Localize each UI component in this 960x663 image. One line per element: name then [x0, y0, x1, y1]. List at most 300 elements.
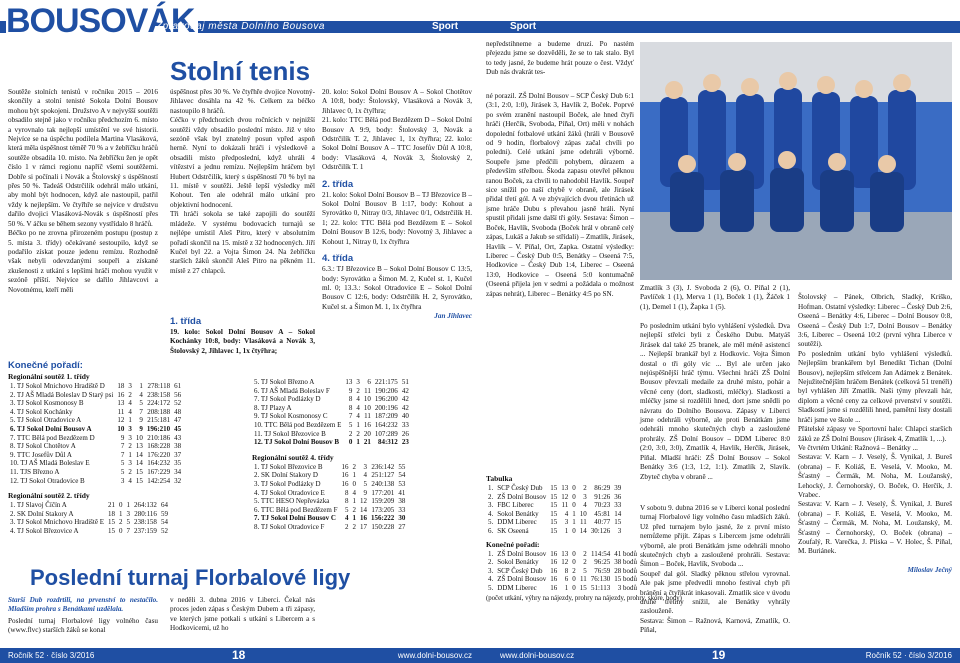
table-cell: 1. TJ Sokol Mnichovo Hradiště D: [10, 382, 105, 390]
table-cell: 1: [352, 497, 356, 506]
table-cell: 5: [583, 566, 587, 575]
table-cell: 33: [614, 501, 622, 510]
table-cell: ZŠ Dolní Bousov: [497, 549, 547, 558]
table-cell: 5. TJ Sokol Březno A: [254, 378, 315, 386]
table-cell: 278:118: [147, 382, 171, 390]
table-cell: 38: [174, 442, 182, 451]
table-cell: 1: [352, 471, 356, 480]
table-cell: 45:81: [594, 509, 611, 518]
right-col-3: [798, 284, 952, 642]
right-col-2: Po posledním utkání bylo vyhlášení výsledků. Dva nejlepší střelci byli z Českého Dubu. Matyáš Jirásek dal také 25 branek, ale měl méně asistencí ... Nejlepší brankář byl z Hodkovic. Vojta Šimon dostal o tři góly víc ... Byl ale určen jako nejúspěšnější hráč týmu. Všechni hráči ZŠ Dolní Bousov převzali medaile za druhé místo, pohár a věcné ceny (dort, sladkosti, mléčky). Sladkostí a mléčky jsme si rozdělili hned, dort jsme snědli po návratu do Dolního Bousova. Zápasy v Liberci jsme odehráli výborně, ale proti Benátkám jsme odehráli mnoho skutečných chyb a zasloužené prohrály. ZŠ Dolní Bousov – DDM Liberec 8:0 (2:0, 3:0, 3:0), Zmatlík 4, Havlík, Herčík, Jirásek, Píňal. Mladší hráči: ZŠ Dolní Bousov – Sokol Benátky 3:6 (1:3, 1:2, 1:1). Zmatlík 2, Slavík. Zbyteč chyba v obraně ...: [640, 322, 790, 481]
table-cell: 54: [398, 471, 406, 480]
table-cell: 15: [579, 583, 587, 592]
table-row: [486, 493, 623, 502]
table-cell: 1: [564, 526, 569, 535]
table-cell: 10: [363, 403, 371, 412]
table-cell: 15 bodů: [614, 575, 637, 584]
table-cell: 2. SK Dolní Stakory A: [10, 509, 74, 518]
table-cell: 15: [107, 518, 115, 527]
table-row: [486, 558, 639, 567]
table-cell: 42: [401, 395, 409, 404]
table-cell: 6: [367, 378, 371, 386]
table-cell: 10. TTC Bělá pod Bezdězem E: [254, 420, 342, 429]
table-cell: 2. TJ AŠ Mladá Boleslav D Starý psi: [10, 390, 114, 399]
table-cell: 1: [572, 518, 576, 527]
table-cell: 15: [135, 467, 143, 476]
table-row: [8, 510, 170, 519]
table-cell: 53: [398, 479, 406, 488]
table-cell: 114:54: [591, 549, 611, 558]
table-cell: 16: [550, 575, 558, 584]
table-cell: 23: [401, 438, 409, 447]
table-cell: 13: [117, 399, 125, 408]
table-cell: 4: [363, 471, 367, 480]
table-cell: 76:130: [590, 575, 611, 584]
table-cell: 164:232: [147, 459, 171, 468]
table-row: [252, 421, 411, 430]
table-cell: 28 bodů: [614, 566, 637, 575]
table-cell: 1: [118, 509, 123, 518]
table-cell: 196:210: [146, 424, 171, 433]
table-cell: 177:201: [371, 488, 395, 497]
table-cell: 4: [128, 399, 132, 408]
table-cell: DDM Liberec: [497, 583, 537, 592]
table-cell: 15: [614, 518, 622, 527]
table-cell: 9: [120, 433, 125, 442]
table-cell: ZŠ Dolní Bousov: [497, 575, 547, 584]
table-row: [252, 404, 411, 413]
table-cell: 8: [348, 403, 353, 412]
right-page: [480, 0, 960, 663]
table-cell: 190:206: [374, 386, 398, 395]
table-cell: 0: [572, 526, 576, 535]
table-cell: 173:205: [371, 505, 395, 514]
table-cell: 2: [344, 522, 349, 531]
table-cell: 41 bodů: [614, 549, 637, 558]
right-author: Miloslav Ječný: [907, 566, 952, 575]
table-cell: 208:188: [147, 407, 171, 416]
issue-info-right: Ročník 52 · číslo 3/2016: [865, 651, 952, 660]
table-cell: 7: [120, 442, 125, 451]
table-cell: 36: [614, 492, 622, 501]
table-cell: 1: [356, 420, 360, 429]
table-cell: 9. TTC Josefův Důl A: [10, 450, 72, 459]
table-cell: 150:228: [371, 522, 395, 531]
league-4-text: 6.3.: TJ Březovice B – Sokol Dolní Bousov C 13:5, body: Syrovátko a Šimon M. 2, Kučel st. 1, Kučel ml. 0; 13.3.: Sokol Otradovice E – Sokol Dolní Bousov C 12:6, body: Odstrčilík H. 2, Syrovátko, Kučel st. a Šimon M. 1, 1x čtyřhra: [322, 265, 472, 311]
table-cell: 237:159: [133, 526, 157, 535]
table-cell: 16: [550, 558, 558, 567]
table1-title: Regionální soutěž 1. třídy: [8, 372, 90, 381]
table-cell: 7: [348, 412, 353, 421]
standings-heading: [8, 360, 158, 372]
table-cell: 1: [128, 416, 132, 425]
table-cell: 39: [614, 484, 622, 492]
table-cell: 2: [583, 484, 587, 492]
table-cell: 236:142: [371, 462, 395, 471]
right-table2-title: Konečné pořadí:: [486, 539, 540, 549]
table-cell: 5.: [488, 583, 494, 592]
table-cell: 3: [583, 492, 587, 501]
table-cell: 13: [135, 442, 143, 451]
league-table: [486, 484, 623, 536]
league-2-heading: 2. třída: [322, 178, 354, 190]
table-row: [8, 399, 183, 408]
table-cell: 20: [363, 429, 371, 438]
table-cell: 4.: [488, 575, 494, 584]
table-cell: 15: [550, 501, 558, 510]
floorball-col-2: v neděli 3. dubna 2016 v Liberci. Čekal nás proces jeden zápas s Českým Dubem a tři zápasy, ve kterých jsme potkali s utkání s Libercem a s Hodkovicemi, už ho: [170, 596, 315, 633]
table-cell: 4: [344, 514, 349, 523]
right-table-title: Tabulka: [486, 474, 513, 483]
table-cell: 2.: [488, 492, 494, 501]
table-cell: Sokol Benátky: [497, 509, 539, 518]
table-cell: 16: [341, 462, 349, 471]
table-cell: 16: [117, 390, 125, 399]
right-col-1: né porazil. ZŠ Dolní Bousov – SCP Český Dub 6:1 (3:1, 2:0, 1:0), Jirásek 3, Havlík 2, Boček. Poprvé po svém zranění nastoupil Boček, ale hned čtyři hráči (Herčík, Svoboda, Píňal, Ort) měli v nohách dopolední fotbalové utkání žáků (hráli v Bousově od 9 hodin, florbalový zápas začal chvíli po poledni). Celé utkání jsme odehráli výborně. Soupeře jsme předčili pohybem, důrazem a především střelbou. Škoda zapasu otevřel pěknou ranou Boček, za chvíli to nahodobil Havlík. Soupeř sice snížil po naší chybě v obraně, ale Jirásek přidal třetí gól. A ve zbývajících dvou třetinách už jsme hráče Dubu s převahou jasně hráli. Nyní spustil přidali jsme další tři góly. Sestava: Šimon – Boček, Havlík, Svoboda (Boček hrál v obraně celý zápas, Lukáš a Jakub se střídali) – Zmatlík, Jirásek, Havlík – V. Píňal, Ort, Zapka. Ostatní výsledky: Liberec – Český Dub 0:5, Benátky – Oseená 7:5, Hodkovice – Český Dub 1:4, Liberec – Oseená 13:0, Hodkovice – Oseená 5:0 kontumačně (Oseená přijela jen v sedmi a požádala o možnost zápas nehrát), Liberec – Benátky 4:5 po SN.: [486, 92, 634, 298]
table-cell: 16: [341, 471, 349, 480]
league-1-heading: 1. třída: [170, 316, 202, 327]
table-cell: 70:23: [594, 501, 611, 510]
table-cell: 13: [561, 484, 569, 492]
table-row: [486, 550, 639, 559]
table-cell: 3: [564, 518, 569, 527]
table-cell: 5: [120, 467, 125, 476]
table-row: [252, 463, 407, 472]
table-cell: 11. TJS Březno A: [10, 467, 60, 476]
table-cell: 4: [128, 407, 132, 416]
table-cell: 107:289: [374, 429, 398, 438]
table-cell: 5. TJ Sokol Otradovice A: [10, 416, 82, 425]
table-cell: 8: [564, 566, 569, 575]
table-cell: 5: [126, 518, 130, 527]
table-cell: 54: [160, 518, 168, 527]
table-row: [8, 451, 183, 460]
table-cell: 11: [580, 575, 587, 584]
table-cell: 4: [139, 390, 143, 399]
table-cell: 10. TJ AŠ Mladá Boleslav E: [10, 459, 90, 468]
table-cell: 1. TJ Slavoj Číčín A: [10, 501, 67, 510]
table-cell: 6: [564, 575, 569, 584]
table-cell: 156:222: [370, 514, 395, 523]
table-cell: 11: [364, 412, 371, 421]
table-cell: 4: [564, 509, 569, 518]
standings-table-2: [252, 378, 472, 532]
floorball-col-3: nepředstihneme a budeme druzí. Po nastém přejezdu jsme se dozvěděli, že se to tak stalo. Byl to tedy jasné, že budeme hrát pouze o čest. Vždyť Dub nás dvakrát tes-: [486, 40, 634, 77]
table-cell: 1. TJ Sokol Březovice B: [254, 462, 323, 471]
table-cell: 64: [160, 501, 168, 510]
table-cell: 12: [359, 497, 367, 506]
table-cell: 2: [356, 386, 360, 395]
table-row: [8, 408, 183, 417]
table-cell: 0: [572, 583, 576, 592]
table-cell: 187:209: [374, 412, 398, 421]
table-cell: 238:158: [133, 518, 157, 527]
table-cell: 164:232: [374, 420, 398, 429]
magazine-subtitle: Zpravodaj města Dolního Bousova: [156, 21, 325, 32]
table-cell: 3.: [488, 501, 494, 510]
photo-caption: Zmatlík 3 (3), J. Svoboda 2 (6), O. Píňal 2 (1), Pavlíček 1 (1), Merva 1 (1), Boček 1 (1), Žáček 1 (1), Demel 1 (1), Žapka 1 (5).: [640, 284, 790, 311]
table-cell: 4: [356, 412, 360, 421]
table-cell: 18: [107, 509, 115, 518]
footer-right: [480, 648, 960, 663]
league-1-table: [8, 382, 183, 485]
table-cell: 2.: [488, 558, 494, 567]
footer-left: [0, 648, 480, 663]
table-row: [252, 412, 411, 421]
table-cell: 2: [352, 462, 356, 471]
table-cell: 8: [344, 497, 349, 506]
table-cell: 9: [139, 416, 143, 425]
table-cell: 11: [561, 501, 569, 510]
table-row: [8, 434, 183, 443]
table-cell: 33: [401, 420, 409, 429]
table-cell: 9: [139, 424, 143, 433]
table-row: [486, 584, 639, 593]
table-cell: 8. TJ Plazy A: [254, 403, 292, 412]
page-number: 18: [232, 648, 246, 662]
table-row: [8, 391, 183, 400]
table-row: [252, 514, 407, 523]
table-cell: 4. TJ Sokol Březovice A: [10, 526, 79, 535]
table-row: [486, 575, 639, 584]
table-cell: 240:138: [371, 479, 395, 488]
table-cell: 3: [120, 476, 125, 485]
col3-text: 20. kolo: Sokol Dolní Bousov A – Sokol Chotětov A 10:8, body: Štolovský, Vlasáková a Novák 3, Jihlavec 0, 1x čtyřhra; 21. kolo: TTC Bělá pod Bezdězem D – Sokol Dolní Bousov A 9:9, body: Štolovský 3, Novák a Odstrčilík T. 2, Jihlavec 1, 1x čtyřhra; 22. kolo: Sokol Dolní Bousov A – TTC Josefův Důl A 10:8, body: Vlasáková 4, Novák 3, Štolovský 2, Odstrčilík T. 1: [322, 88, 472, 172]
standings-table-1: [8, 372, 248, 536]
table-cell: 7: [126, 526, 130, 535]
table-cell: 0: [572, 501, 576, 510]
table-cell: 34: [174, 467, 182, 476]
team-photo: [640, 42, 952, 280]
table-cell: 1: [128, 450, 132, 459]
league-2-table-cont: [252, 378, 411, 447]
article-col-2-tail: [170, 316, 315, 356]
table-cell: SCP Český Dub: [497, 566, 543, 575]
table-cell: 159:209: [371, 497, 395, 506]
table-cell: 0: [348, 438, 353, 447]
issue-info: Ročník 52 · číslo 3/2016: [8, 651, 95, 660]
table-cell: 6. TJ AŠ Mladá Boleslav F: [254, 386, 330, 395]
table-cell: 210:186: [147, 433, 171, 442]
team-photo-image: [640, 42, 952, 280]
table-cell: 5: [344, 505, 349, 514]
table-cell: 7: [120, 450, 125, 459]
table-cell: 0: [572, 549, 576, 558]
table-cell: 200:196: [374, 403, 398, 412]
table-row: [252, 430, 411, 439]
table-cell: 9: [363, 488, 367, 497]
table-cell: 91:26: [594, 492, 611, 501]
table-cell: 10: [117, 424, 125, 433]
table-row: [8, 527, 170, 536]
table-cell: 3. TJ Sokol Mnichovo Hradiště E: [10, 518, 104, 527]
table-cell: 15: [135, 476, 143, 485]
website-url-right: www.dolni-bousov.cz: [500, 651, 575, 660]
table-cell: 4.: [488, 509, 494, 518]
table-cell: 16: [359, 514, 367, 523]
table-cell: 32: [174, 476, 182, 485]
table-cell: 3: [356, 378, 360, 386]
table-cell: 84:312: [377, 438, 398, 447]
table-cell: 224:172: [147, 399, 171, 408]
standings-title: Konečné pořadí:: [8, 360, 83, 371]
table-cell: 0: [118, 526, 123, 535]
table-cell: 4: [356, 403, 360, 412]
table-cell: ZŠ Dolní Bousov: [497, 492, 547, 501]
table-cell: 16: [363, 420, 371, 429]
table-cell: 55: [398, 462, 406, 471]
table-row: [252, 480, 407, 489]
table-cell: 14: [614, 509, 622, 518]
table-cell: 11: [117, 407, 125, 416]
table-cell: 2: [118, 518, 123, 527]
table-row: [8, 442, 183, 451]
table-cell: 0: [572, 484, 576, 492]
table-row: [486, 501, 623, 510]
table-cell: 0: [572, 492, 576, 501]
table-cell: 4: [128, 476, 132, 485]
table-row: [252, 489, 407, 498]
article-col-1: Soutěže stolních tenistů v ročníku 2015 – 2016 skončily a stolní tenisté Sokola Dolní Bousov mohou být spokojeni. Družstvo A v nejvyšší soutěži obsadilo stejně jako v ročníku předchozím 6. místo a vyrovnalo tak nejlepší umístění ve své historii. Nejvíce se na úspěchu podílela Martina Vlasáková, která měla úspěšnost téměř 70 % a v žebříčku hráčů soutěže obsadila 10. místo. Na žebříčku žen je opět číslo 1 v rámci regionu napříč všemi soutěžemi. Dobře si počínali i Novák a Štolovský s úspěšností přes 50 %. Tadeáš Odstrčilík odehrál málo utkání, aby mohl být hodnocen, když ale nastoupil, patřil vždy k nejlepším. Ve čtyřhře se nejvíce v družstvu dařilo dvojici Vlasáková-Novák s úspěšností přes 50 %. V áčku se během sezony vystřídalo 8 hráčů. Béčko po ne zrovna přirozeném postupu (postup z 5. místa 3. třídy) očekávané sestoupilo, když se podařilo získat pouze jedenu remízu. Rozhodně však nebyli odevzdanými soupeři a získané zkušenosti z utkání s lepšími hráči mohou využít v sezóně příští. Nejvíce se dařilo Jihlavcovi a Novotnému, kteří měli: [8, 88, 158, 294]
table-cell: 1: [352, 514, 356, 523]
table-cell: 16: [550, 566, 558, 575]
table-cell: 40:77: [594, 518, 611, 527]
table-cell: 27: [398, 522, 406, 531]
table-cell: 4. TJ Sokol Kochánky: [10, 407, 73, 416]
league-2-table: [8, 501, 170, 535]
table-cell: 37: [174, 450, 182, 459]
table-cell: 15: [107, 526, 115, 535]
table-cell: 1.: [488, 549, 494, 558]
table-cell: 42: [401, 403, 409, 412]
table-cell: 0: [118, 501, 123, 510]
table-cell: 9. TJ Sokol Kosmonosy C: [254, 412, 328, 421]
table-cell: 5. TTC HESO Nepřevázka: [254, 497, 330, 506]
table-cell: SK Oseená: [497, 526, 529, 535]
table-cell: 56: [174, 390, 182, 399]
table-cell: 38 bodů: [614, 558, 637, 567]
table-cell: 15: [550, 509, 558, 518]
table-cell: 14: [135, 450, 143, 459]
table-cell: 11: [364, 386, 371, 395]
table-cell: 8. TJ Sokol Chotětov A: [10, 442, 76, 451]
table-cell: 43: [174, 433, 182, 442]
league-4-heading: 4. třída: [322, 253, 354, 265]
table-cell: 51: [401, 378, 409, 386]
table-cell: 3: [126, 509, 130, 518]
table-row: [486, 567, 639, 576]
table-cell: 12: [561, 492, 569, 501]
table-cell: 3.: [488, 566, 494, 575]
table-cell: 7. TJ Sokol Dolní Bousov C: [254, 514, 336, 523]
table-cell: 2: [348, 429, 353, 438]
table-row: [486, 484, 623, 493]
table-cell: 10: [579, 509, 587, 518]
table-cell: 15: [550, 526, 558, 535]
table-cell: 96:25: [594, 558, 611, 567]
table-cell: 1: [139, 382, 143, 390]
table-cell: 17: [359, 522, 367, 531]
table-cell: 41: [398, 488, 406, 497]
table-row: [486, 527, 623, 536]
table-cell: 3: [128, 433, 132, 442]
header-band-right: [480, 21, 960, 33]
floorball-intro: Starší Dub rozdrtili, na prvenství to nestačilo. Mladším prohra s Benátkami uzdělala.: [8, 596, 158, 614]
table-cell: 6.: [488, 526, 494, 535]
table-cell: 6. TTC Bělá pod Bezdězem F: [254, 505, 338, 514]
table-cell: 21: [363, 438, 371, 447]
table-cell: 3. TJ Sokol Podlázky D: [254, 479, 321, 488]
table-cell: 16: [341, 479, 349, 488]
table-cell: 52: [160, 526, 168, 535]
table-cell: 0: [352, 479, 356, 488]
table-row: [8, 518, 170, 527]
table-row: [8, 382, 183, 391]
league-1-result: 19. kolo: Sokol Dolní Bousov A – Sokol Kochánky 10:8, body: Vlasáková a Novák 3, Štolovský 2, Jihlavec 1, 1x čtyřhra;: [170, 328, 315, 355]
article-col-3: [322, 88, 472, 348]
table-cell: FBC Liberec: [497, 501, 534, 510]
table-cell: 13: [561, 549, 569, 558]
table-row: [252, 438, 411, 447]
table-cell: 2: [128, 467, 132, 476]
table-cell: 3: [128, 459, 132, 468]
table-cell: 168:228: [147, 442, 171, 451]
table-cell: 4: [352, 488, 356, 497]
table-note: (počet utkání, výhry na nájezdy, prohry na nájezdy, prohry, skóre, body): [486, 594, 682, 602]
table-cell: 1.: [488, 484, 494, 492]
table-cell: 42: [401, 386, 409, 395]
table-cell: 18: [117, 382, 125, 390]
table-cell: 76:59: [594, 566, 611, 575]
table-cell: 13: [345, 378, 353, 386]
table-cell: 52: [174, 399, 182, 408]
table-cell: 4. TJ Sokol Otradovice E: [254, 488, 325, 497]
table-cell: 10: [363, 395, 371, 404]
table-cell: 2: [356, 429, 360, 438]
table-cell: 59: [160, 509, 168, 518]
table-cell: 11. TJ Sokol Březovice B: [254, 429, 326, 438]
table-cell: 1: [572, 509, 576, 518]
table-row: [8, 425, 183, 434]
table-row: [8, 459, 183, 468]
table-cell: 14: [579, 526, 587, 535]
final-standings-table: [486, 550, 639, 593]
table-cell: 51:113: [591, 583, 611, 592]
table-row: [8, 477, 183, 486]
table-row: [486, 510, 623, 519]
table-cell: 8: [348, 395, 353, 404]
table-cell: 142:254: [147, 476, 171, 485]
table-row: [8, 501, 170, 510]
table-cell: DDM Liberec: [497, 518, 537, 527]
floorball-headline: Poslední turnaj Florbalové ligy: [30, 565, 351, 590]
table-cell: 3: [617, 526, 622, 535]
table-cell: 47: [174, 416, 182, 425]
table-cell: 3: [363, 462, 367, 471]
table-cell: 10: [135, 433, 143, 442]
table-row: [252, 471, 407, 480]
table-cell: 30: [398, 514, 406, 523]
table-cell: 3: [128, 424, 132, 433]
article-author: Jan Jihlavec: [434, 312, 472, 321]
table-row: [252, 378, 411, 387]
table-cell: 15: [550, 518, 558, 527]
floorball-col-1: Poslední turnaj Florbalové ligy volného času (www.flvc) starších žáků se konal: [8, 617, 158, 635]
section-tab-right: Sport: [510, 21, 537, 32]
table-cell: 2: [352, 505, 356, 514]
table-cell: 4: [583, 501, 587, 510]
table-cell: Sokol Benátky: [497, 558, 539, 567]
